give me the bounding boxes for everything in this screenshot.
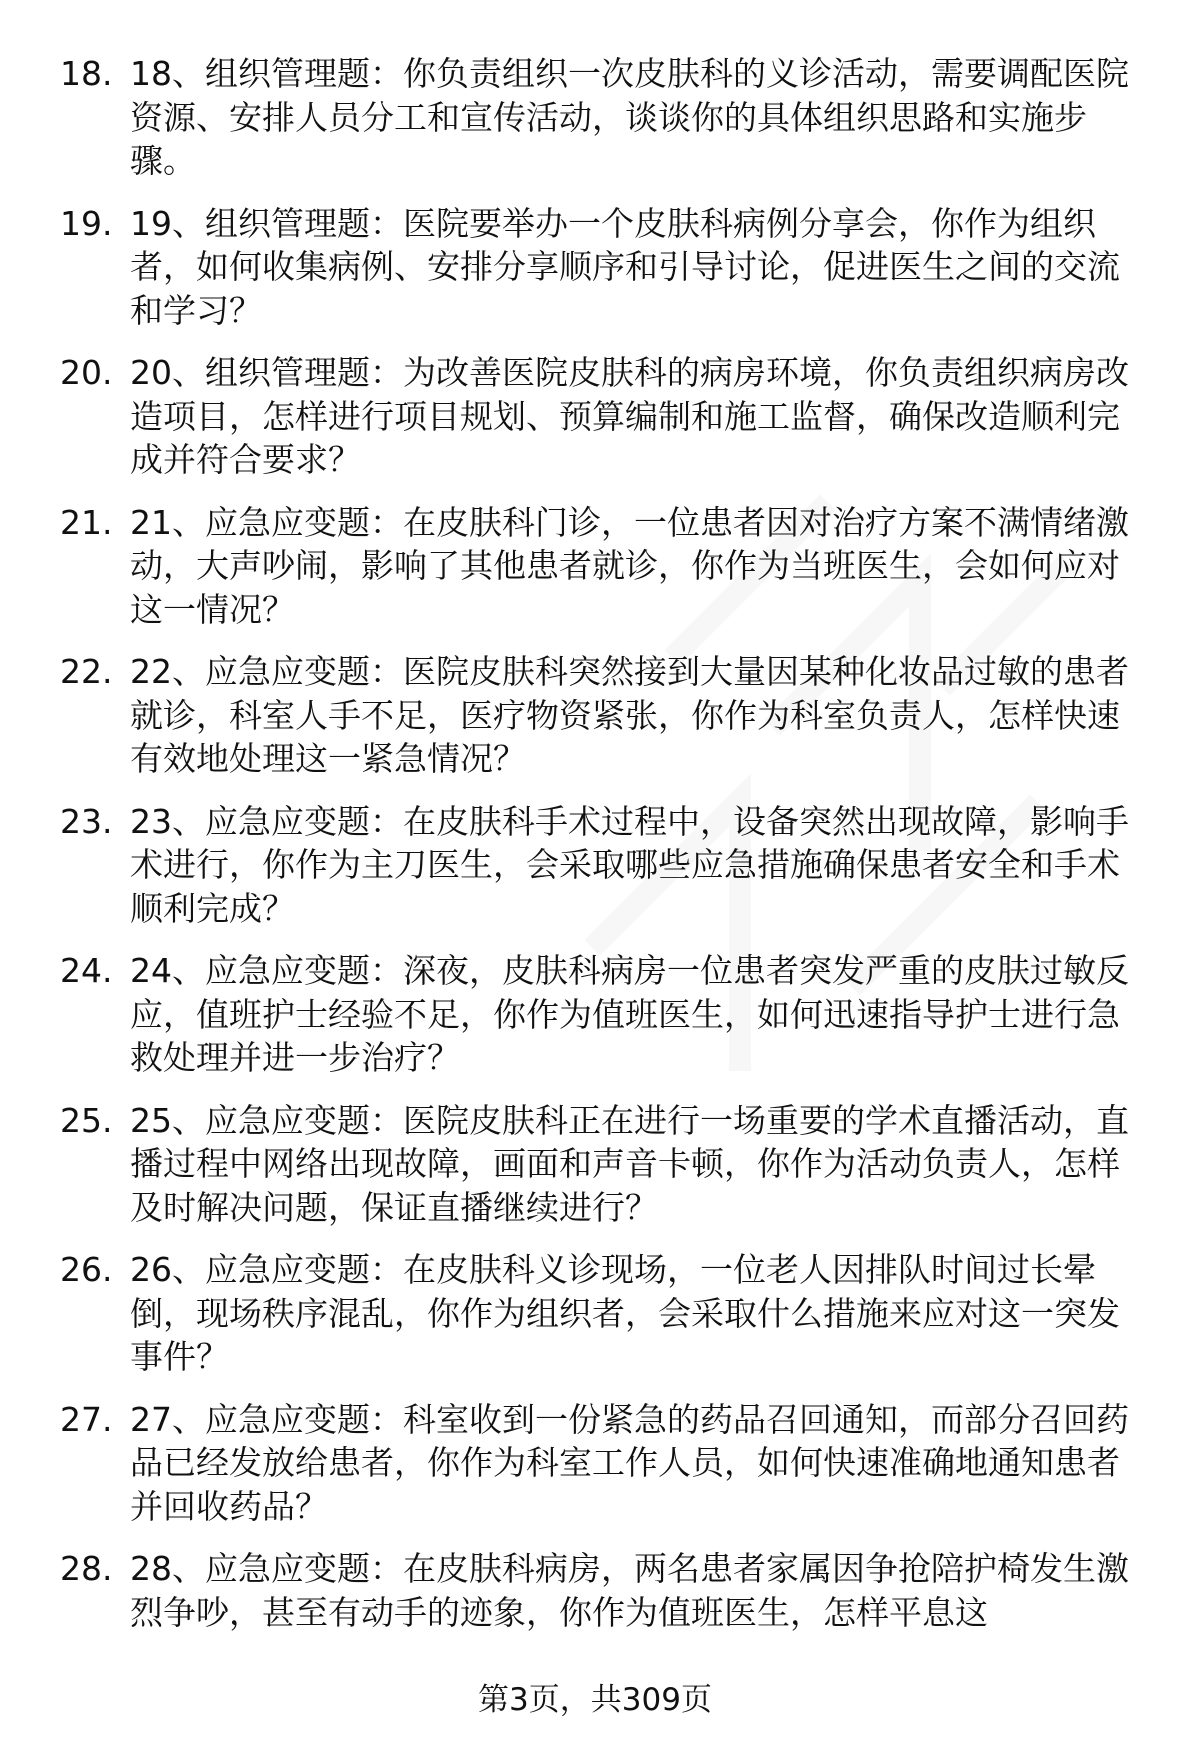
question-item-20 bbox=[60, 351, 1150, 482]
question-item-23 bbox=[60, 800, 1150, 931]
question-item-18 bbox=[60, 52, 1150, 183]
question-number: 27. bbox=[60, 1399, 113, 1439]
question-item-21 bbox=[60, 501, 1150, 632]
page-footer bbox=[0, 1680, 1190, 1720]
question-list bbox=[60, 52, 1150, 1653]
question-text: 25、应急应变题：医院皮肤科正在进行一场重要的学术直播活动，直播过程中网络出现故障，画面和声音卡顿，你作为活动负责人，怎样及时解决问题，保证直播继续进行？ bbox=[130, 1100, 1129, 1227]
question-text: 22、应急应变题：医院皮肤科突然接到大量因某种化妆品过敏的患者就诊，科室人手不足，医疗物资紧张，你作为科室负责人，怎样快速有效地处理这一紧急情况？ bbox=[130, 652, 1129, 778]
question-number: 25. bbox=[60, 1100, 113, 1140]
question-number: 24. bbox=[60, 951, 113, 990]
question-text: 19、组织管理题：医院要举办一个皮肤科病例分享会，你作为组织者，如何收集病例、安排分享顺序和引导讨论，促进医生之间的交流和学习？ bbox=[130, 203, 1120, 330]
question-text: 21、应急应变题：在皮肤科门诊，一位患者因对治疗方案不满情绪激动，大声吵闹，影响了其他患者就诊，你作为当班医生，会如何应对这一情况？ bbox=[130, 502, 1129, 629]
question-item-28 bbox=[60, 1547, 1150, 1634]
question-item-22 bbox=[60, 650, 1150, 781]
question-text: 26、应急应变题：在皮肤科义诊现场，一位老人因排队时间过长晕倒，现场秩序混乱，你作为组织者，会采取什么措施来应对这一突发事件？ bbox=[130, 1250, 1120, 1376]
question-text: 18、组织管理题：你负责组织一次皮肤科的义诊活动，需要调配医院资源、安排人员分工和宣传活动，谈谈你的具体组织思路和实施步骤。 bbox=[130, 54, 1129, 180]
question-number: 21. bbox=[60, 502, 113, 542]
question-number: 22. bbox=[60, 652, 113, 691]
question-text: 23、应急应变题：在皮肤科手术过程中，设备突然出现故障，影响手术进行，你作为主刀医生，会采取哪些应急措施确保患者安全和手术顺利完成？ bbox=[130, 801, 1129, 928]
question-number: 20. bbox=[60, 353, 113, 392]
question-number: 26. bbox=[60, 1250, 113, 1289]
question-item-19 bbox=[60, 202, 1150, 333]
question-item-24 bbox=[60, 949, 1150, 1080]
question-number: 28. bbox=[60, 1549, 113, 1588]
question-number: 23. bbox=[60, 801, 113, 841]
page-number-label: 第3页，共309页 bbox=[478, 1682, 712, 1718]
question-item-25 bbox=[60, 1099, 1150, 1230]
question-text: 20、组织管理题：为改善医院皮肤科的病房环境，你负责组织病房改造项目，怎样进行项目规划、预算编制和施工监督，确保改造顺利完成并符合要求？ bbox=[130, 353, 1129, 479]
question-text: 24、应急应变题：深夜，皮肤科病房一位患者突发严重的皮肤过敏反应，值班护士经验不足，你作为值班医生，如何迅速指导护士进行急救处理并进一步治疗？ bbox=[130, 951, 1129, 1077]
question-item-27 bbox=[60, 1398, 1150, 1529]
question-text: 28、应急应变题：在皮肤科病房，两名患者家属因争抢陪护椅发生激烈争吵，甚至有动手的迹象，你作为值班医生，怎样平息这 bbox=[130, 1549, 1129, 1632]
question-text: 27、应急应变题：科室收到一份紧急的药品召回通知，而部分召回药品已经发放给患者，你作为科室工作人员，如何快速准确地通知患者并回收药品？ bbox=[130, 1399, 1129, 1526]
question-item-26 bbox=[60, 1248, 1150, 1379]
question-number: 19. bbox=[60, 203, 113, 243]
question-number: 18. bbox=[60, 54, 113, 93]
